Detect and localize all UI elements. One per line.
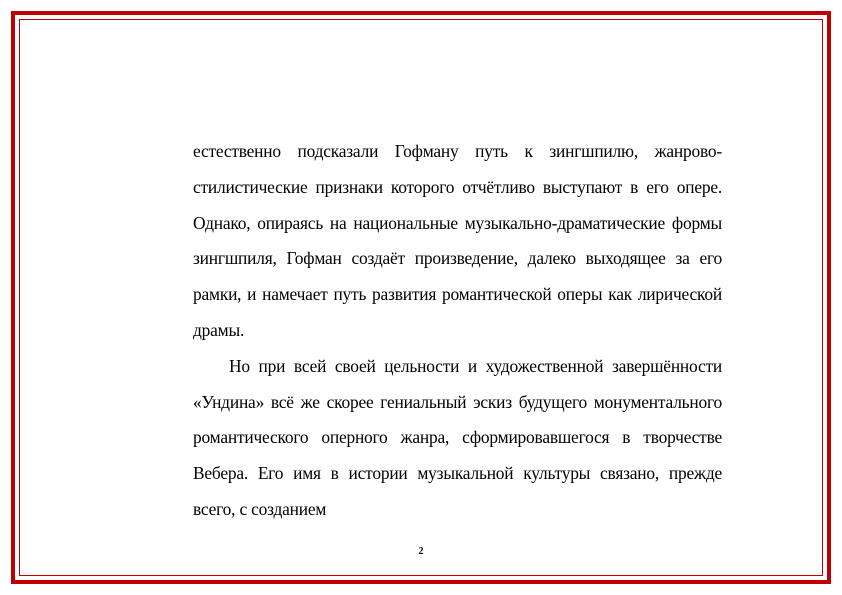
document-body	[193, 134, 722, 528]
page-number: 2	[418, 546, 424, 557]
paragraph-continued: естественно подсказали Гофману путь к зингшпилю, жанрово-стилистические признаки которого отчётливо выступают в его опере. Однако, опираясь на национальные музыкально-драматические формы зингшпиля, Гофман создаёт произведение, далеко выходящее за его рамки, и намечает путь развития романтической оперы как лирической драмы.	[193, 141, 722, 340]
paragraph: Но при всей своей цельности и художественной завершённости «Ундина» всё же скорее гениальный эскиз будущего монументального романтического оперного жанра, сформировавшегося в творчестве Вебера. Его имя в истории музыкальной культуры связано, прежде всего, с созданием	[193, 355, 722, 519]
